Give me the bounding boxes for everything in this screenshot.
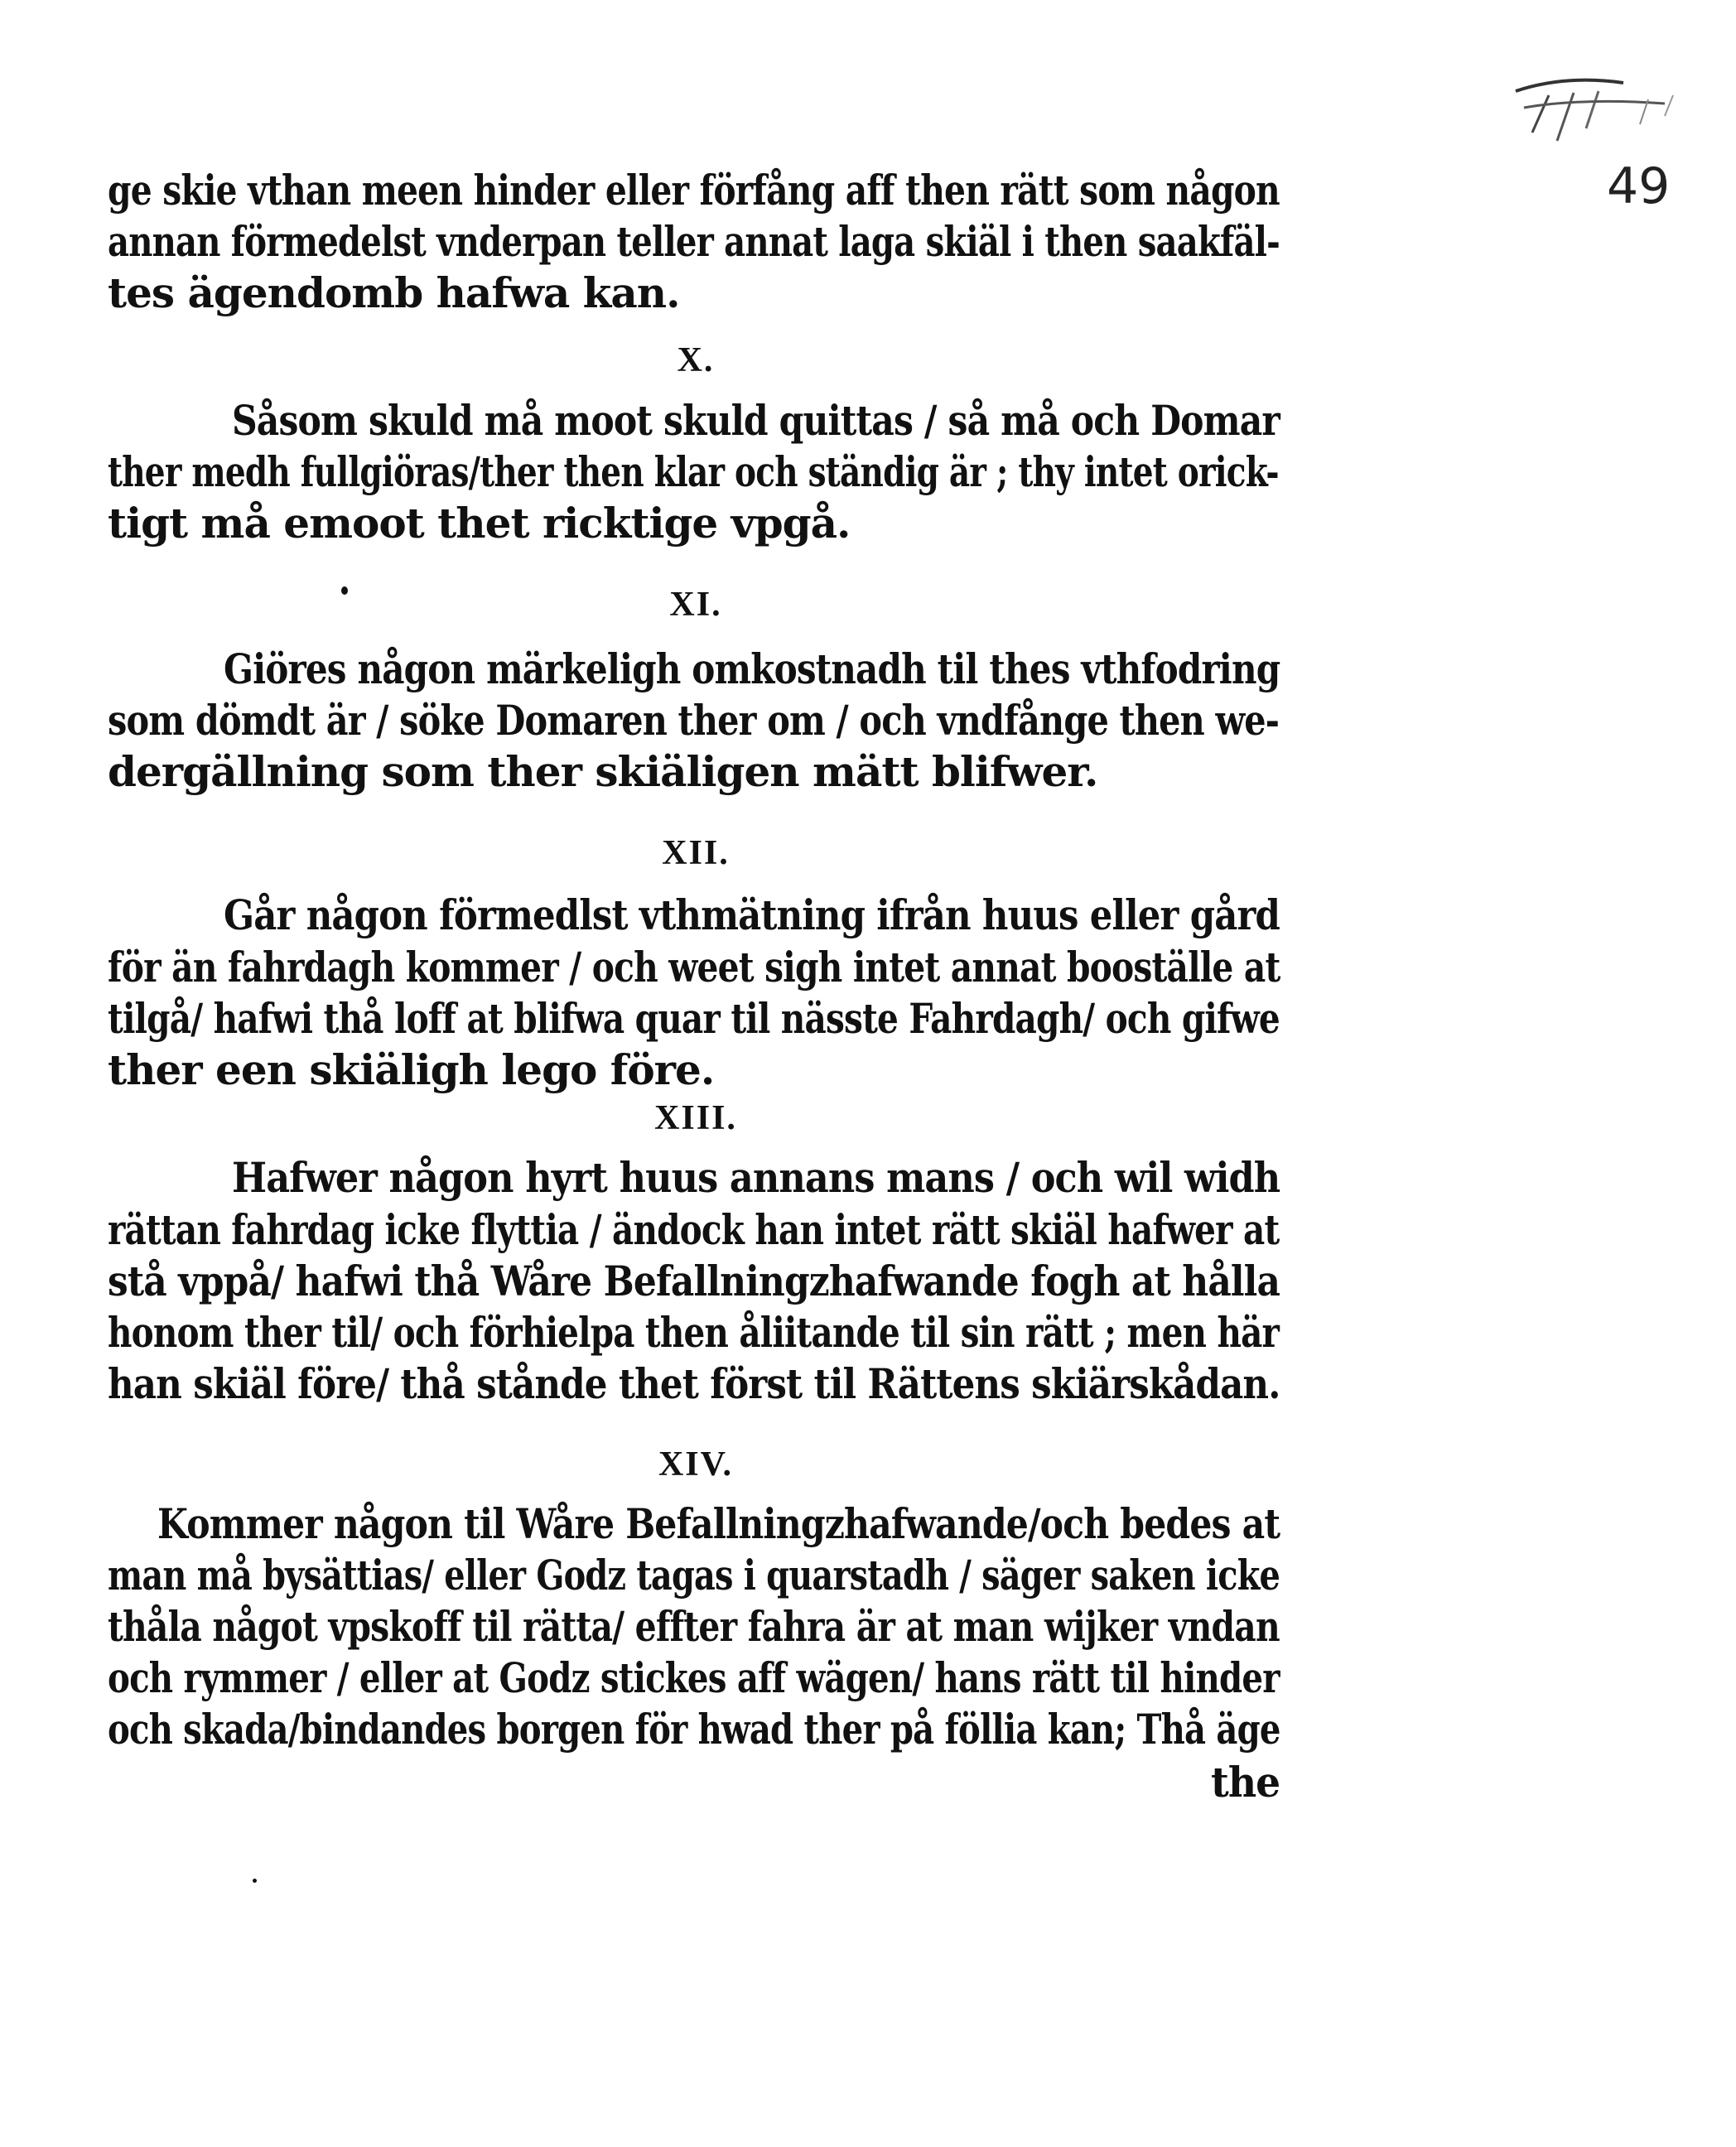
text-line: man må bysättias/ eller Godz tagas i quarstadh / säger saken icke [108,1551,1280,1599]
pencil-mark-icon [1499,58,1698,157]
text-line: Kommer någon til Wåre Befallningzhafwande/och bedes at [157,1499,1280,1548]
text-line: för än fahrdagh kommer / och weet sigh intet annat booställe at [108,943,1280,991]
section-heading: XII. [662,834,730,872]
text-line: rättan fahrdag icke flyttia / ändock han intet rätt skiäl hafwer at [108,1205,1280,1254]
text-line: annan förmedelst vnderpan teller annat laga skiäl i then saakfäl- [108,217,1280,266]
catchword: the [1211,1758,1280,1807]
text-line: och rymmer / eller at Godz stickes aff wägen/ hans rätt til hinder [108,1653,1280,1702]
text-line: stå vppå/ hafwi thå Wåre Befallningzhafwande fogh at hålla [108,1257,1280,1305]
text-line: honom ther til/ och förhielpa then åliitande til sin rätt ; men här [108,1308,1280,1357]
section-heading: XIV. [658,1445,734,1484]
section-heading: XI. [669,586,722,624]
text-line: Giöres någon märkeligh omkostnadh til thes vthfodring [224,644,1280,693]
text-line: ge skie vthan meen hinder eller förfång aff then rätt som någon [108,166,1280,215]
text-line: tilgå/ hafwi thå loff at blifwa quar til nässte Fahrdagh/ och gifwe [108,994,1280,1043]
page-number: 49 [1607,157,1671,215]
section-heading: X. [677,341,715,379]
section-heading: XIII. [654,1099,737,1137]
text-line: ther een skiäligh lego före. [108,1045,715,1094]
text-line: som dömdt är / söke Domaren ther om / och vndfånge then we- [108,696,1280,745]
text-line: Såsom skuld må moot skuld quittas / så må och Domar [232,396,1280,445]
ink-speck [341,586,348,595]
ink-speck [253,1879,257,1883]
text-line: Går någon förmedlst vthmätning ifrån huus eller gård [224,890,1280,939]
text-line: han skiäl före/ thå stånde thet först til Rättens skiärskådan. [108,1359,1280,1408]
text-line: dergällning som ther skiäligen mätt blifwer. [108,747,1098,796]
text-line: tigt må emoot thet ricktige vpgå. [108,499,851,548]
text-line: ther medh fullgiöras/ther then klar och ständig är ; thy intet orick- [108,447,1279,496]
text-line: Hafwer någon hyrt huus annans mans / och wil widh [232,1153,1280,1202]
text-line: thåla något vpskoff til rätta/ effter fahra är at man wijker vndan [108,1602,1280,1651]
text-line: tes ägendomb hafwa kan. [108,268,680,317]
text-line: och skada/bindandes borgen för hwad ther på föllia kan; Thå äge [108,1705,1280,1754]
